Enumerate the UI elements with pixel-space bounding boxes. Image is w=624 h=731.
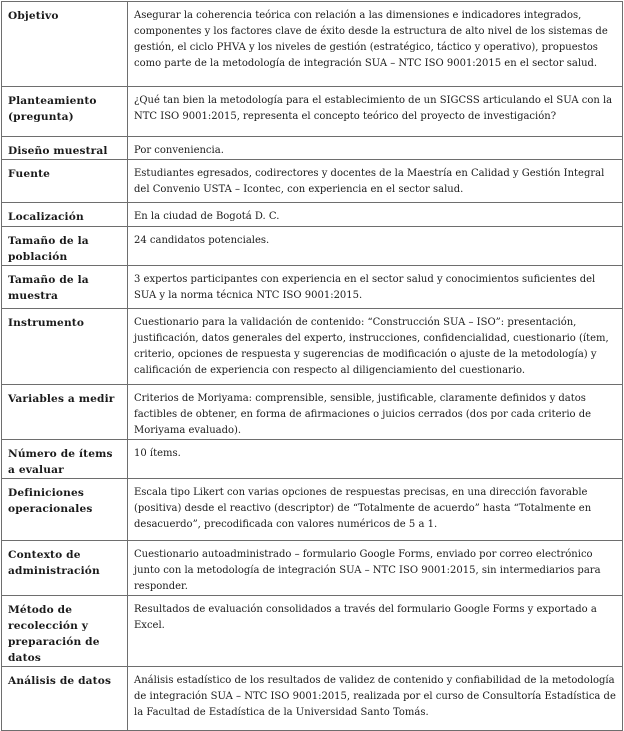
row-value-cell bbox=[128, 667, 623, 731]
row-value-cell bbox=[128, 137, 623, 160]
row-label: Planteamiento (pregunta) bbox=[8, 95, 97, 123]
row-label: Definiciones operacionales bbox=[8, 487, 93, 515]
table-row-numero-items bbox=[2, 440, 623, 479]
row-value: Criterios de Moriyama: comprensible, sensible, justificable, claramente definidos y datos factibles de obtener, en forma de afirmaciones o juicios cerrados (dos por cada criterio de Moriyama evaluado). bbox=[134, 393, 592, 436]
table-row-definiciones bbox=[2, 479, 623, 541]
row-label-cell bbox=[2, 596, 128, 667]
row-label-cell bbox=[2, 479, 128, 541]
row-label: Tamaño de la muestra bbox=[8, 274, 89, 302]
row-value: Escala tipo Likert con varias opciones de respuestas precisas, en una dirección favorable (positiva) desde el reactivo (descriptor) de “Totalmente de acuerdo” hasta “Totalmente en desacuerdo”, precodificada con valores numéricos de 5 a 1. bbox=[134, 487, 592, 530]
table-row-tamano-poblacion bbox=[2, 227, 623, 266]
row-value: En la ciudad de Bogotá D. C. bbox=[134, 211, 280, 222]
row-label-cell bbox=[2, 667, 128, 731]
row-value-cell bbox=[128, 203, 623, 227]
row-value-cell bbox=[128, 440, 623, 479]
table-row-tamano-muestra bbox=[2, 266, 623, 309]
row-label: Diseño muestral bbox=[8, 145, 108, 157]
row-value-cell bbox=[128, 160, 623, 203]
row-value-cell bbox=[128, 2, 623, 87]
row-label: Tamaño de la población bbox=[8, 235, 89, 263]
table-row-metodo bbox=[2, 596, 623, 667]
row-label-cell bbox=[2, 309, 128, 385]
row-label-cell bbox=[2, 266, 128, 309]
row-label: Contexto de administración bbox=[8, 549, 100, 577]
table-row-diseno-muestral bbox=[2, 137, 623, 160]
row-value-cell bbox=[128, 479, 623, 541]
table-row-analisis bbox=[2, 667, 623, 731]
row-label-cell bbox=[2, 203, 128, 227]
row-value: Estudiantes egresados, codirectores y docentes de la Maestría en Calidad y Gestión Integral del Convenio USTA – Icontec, con experiencia en el sector salud. bbox=[134, 168, 605, 195]
table-row-localizacion bbox=[2, 203, 623, 227]
row-value: Cuestionario autoadministrado – formulario Google Forms, enviado por correo electrónico junto con la metodología de integración SUA – NTC ISO 9001:2015, sin intermediarios para responder. bbox=[134, 549, 601, 592]
row-value-cell bbox=[128, 87, 623, 137]
row-value: 24 candidatos potenciales. bbox=[134, 235, 270, 246]
table-row-contexto bbox=[2, 541, 623, 596]
row-label: Objetivo bbox=[8, 10, 59, 22]
row-value-cell bbox=[128, 266, 623, 309]
row-label-cell bbox=[2, 440, 128, 479]
row-value: ¿Qué tan bien la metodología para el establecimiento de un SIGCSS articulando el SUA con la NTC ISO 9001:2015, representa el concepto teórico del proyecto de investigación? bbox=[134, 95, 613, 122]
table-row-instrumento bbox=[2, 309, 623, 385]
row-value: 10 ítems. bbox=[134, 448, 181, 459]
table-row-fuente bbox=[2, 160, 623, 203]
row-label-cell bbox=[2, 87, 128, 137]
table-row-planteamiento bbox=[2, 87, 623, 137]
row-label: Fuente bbox=[8, 168, 51, 180]
row-value: Cuestionario para la validación de contenido: “Construcción SUA – ISO”: presentación, justificación, datos generales del experto, instrucciones, confidencialidad, cuestionario (ítem, criterio, opciones de respuesta y sugerencias de modificación o ajuste de la metodología) y calificación de experiencia con respecto al diligenciamiento del cuestionario. bbox=[134, 317, 609, 376]
row-label: Análisis de datos bbox=[8, 675, 112, 687]
row-value-cell bbox=[128, 385, 623, 440]
row-value-cell bbox=[128, 227, 623, 266]
row-value-cell bbox=[128, 309, 623, 385]
row-label-cell bbox=[2, 385, 128, 440]
row-label: Método de recolección y preparación de datos bbox=[8, 604, 100, 664]
row-label-cell bbox=[2, 227, 128, 266]
table-row-objetivo bbox=[2, 2, 623, 87]
row-value: Asegurar la coherencia teórica con relación a las dimensiones e indicadores integrados, componentes y los factores clave de éxito desde la estructura de alto nivel de los sistemas de gestión, el ciclo PHVA y los niveles de gestión (estratégico, táctico y operativo), propuestos como parte de la metodología de integración SUA – NTC ISO 9001:2015 en el sector salud. bbox=[134, 10, 608, 69]
row-value: Por conveniencia. bbox=[134, 145, 224, 156]
row-label: Número de ítems a evaluar bbox=[8, 448, 113, 476]
specification-table bbox=[1, 1, 623, 731]
row-value: Resultados de evaluación consolidados a través del formulario Google Forms y exportado a Excel. bbox=[134, 604, 597, 631]
row-label: Variables a medir bbox=[8, 393, 115, 405]
row-value-cell bbox=[128, 596, 623, 667]
row-label-cell bbox=[2, 2, 128, 87]
row-label-cell bbox=[2, 160, 128, 203]
row-value: Análisis estadístico de los resultados de validez de contenido y confiabilidad de la metodología de integración SUA – NTC ISO 9001:2015, realizada por el curso de Consultoría Estadística de la Facultad de Estadística de la Universidad Santo Tomás. bbox=[134, 675, 616, 718]
row-label: Instrumento bbox=[8, 317, 85, 329]
row-label: Localización bbox=[8, 211, 84, 223]
row-value-cell bbox=[128, 541, 623, 596]
row-value: 3 expertos participantes con experiencia en el sector salud y conocimientos suficientes del SUA y la norma técnica NTC ISO 9001:2015. bbox=[134, 274, 596, 301]
table-row-variables bbox=[2, 385, 623, 440]
row-label-cell bbox=[2, 137, 128, 160]
row-label-cell bbox=[2, 541, 128, 596]
